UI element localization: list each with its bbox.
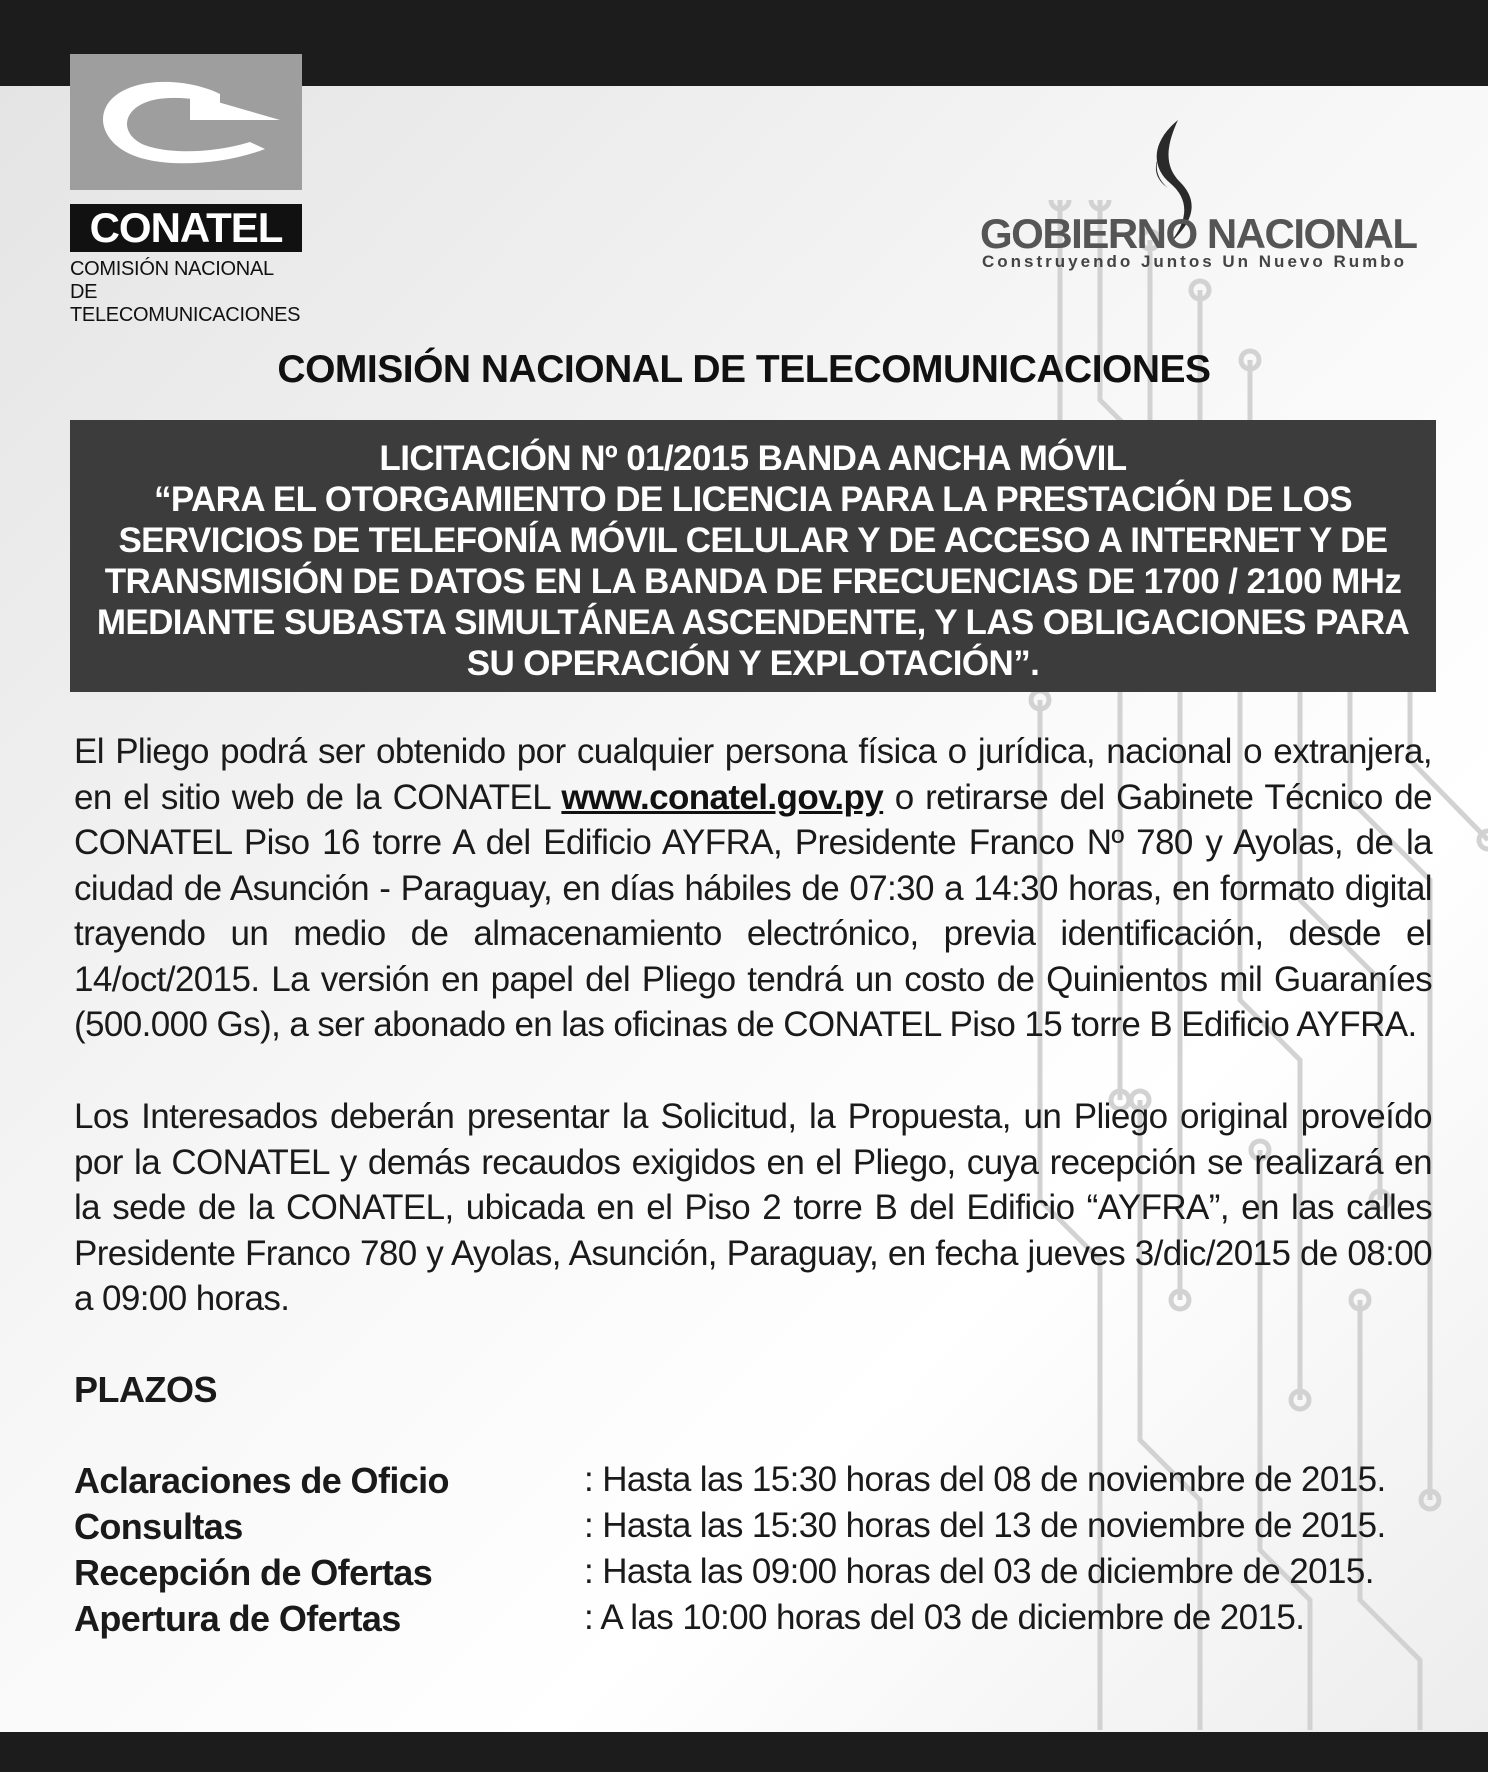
conatel-subtitle — [70, 258, 302, 327]
gobierno-tagline: Construyendo Juntos Un Nuevo Rumbo — [982, 252, 1407, 271]
plazo-label: Consultas — [74, 1506, 243, 1547]
paragraph-pliego-rest: o retirarse del Gabinete Técnico de CONATEL Piso 16 torre A del Edificio AYFRA, Presidente Franco Nº 780 y Ayolas, de la ciudad de Asunción - Paraguay, en días hábiles de 07:30 a 14:30 horas, en formato digital trayendo un medio de almacenamiento electrónico, previa identificación, desde el 14/oct/2015. La versión en papel del Pliego tendrá un costo de Quinientos mil Guaraníes (500.000 Gs), a ser abonado en las oficinas de CONATEL Piso 15 torre B Edificio AYFRA. — [74, 777, 1432, 1044]
plazo-row — [74, 1552, 1444, 1598]
bottom-bar — [0, 1732, 1488, 1772]
conatel-subtitle-line1: COMISIÓN NACIONAL DE — [70, 258, 274, 303]
plazo-row — [74, 1460, 1444, 1506]
plazos-list — [74, 1460, 1444, 1644]
page-title: COMISIÓN NACIONAL DE TELECOMUNICACIONES — [277, 348, 1211, 391]
paragraph-interesados: Los Interesados deberán presentar la Solicitud, la Propuesta, un Pliego original proveído por la CONATEL y demás recaudos exigidos en el Pliego, cuya recepción se realizará en la sede de la CONATEL, ubicada en el Piso 2 torre B del Edificio “AYFRA”, en las calles Presidente Franco 780 y Ayolas, Asunción, Paraguay, en fecha jueves 3/dic/2015 de 08:00 a 09:00 horas. — [74, 1097, 1432, 1318]
conatel-website-link[interactable]: www.conatel.gov.py — [561, 777, 884, 817]
title-line: SU OPERACIÓN Y EXPLOTACIÓN”. — [466, 644, 1040, 683]
title-line: LICITACIÓN Nº 01/2015 BANDA ANCHA MÓVIL — [379, 439, 1127, 478]
conatel-logo — [70, 54, 302, 327]
paragraph-pliego — [74, 729, 1432, 1048]
conatel-emblem-icon — [70, 54, 302, 190]
plazo-label: Aclaraciones de Oficio — [74, 1460, 449, 1501]
conatel-subtitle-line2: TELECOMUNICACIONES — [70, 304, 301, 326]
plazo-label: Recepción de Ofertas — [74, 1552, 433, 1593]
plazos-heading: PLAZOS — [74, 1369, 218, 1410]
gobierno-nacional-logo — [980, 118, 1445, 278]
plazo-value: : Hasta las 15:30 horas del 08 de noviembre de 2015. — [584, 1460, 1386, 1499]
paragraph-pliego-intro: El Pliego podrá ser obtenido por cualquier persona física o jurídica, nacional o extranjera, en el sitio web de la CONATEL — [74, 732, 1432, 817]
title-line: “PARA EL OTORGAMIENTO DE LICENCIA PARA LA PRESTACIÓN DE LOS — [153, 480, 1353, 519]
title-line: TRANSMISIÓN DE DATOS EN LA BANDA DE FRECUENCIAS DE 1700 / 2100 MHz — [104, 562, 1402, 601]
plazo-row — [74, 1598, 1444, 1644]
plazo-value: : A las 10:00 horas del 03 de diciembre de 2015. — [584, 1598, 1305, 1637]
licitacion-title-box — [70, 420, 1436, 692]
conatel-wordmark: CONATEL — [70, 204, 302, 252]
plazo-value: : Hasta las 09:00 horas del 03 de diciembre de 2015. — [584, 1552, 1374, 1591]
title-line: MEDIANTE SUBASTA SIMULTÁNEA ASCENDENTE, Y LAS OBLIGACIONES PARA — [96, 603, 1410, 642]
gobierno-name: GOBIERNO NACIONAL — [980, 210, 1417, 257]
plazo-row — [74, 1506, 1444, 1552]
plazo-value: : Hasta las 15:30 horas del 13 de noviembre de 2015. — [584, 1506, 1386, 1545]
title-line: SERVICIOS DE TELEFONÍA MÓVIL CELULAR Y DE ACCESO A INTERNET Y DE — [118, 521, 1388, 560]
plazo-label: Apertura de Ofertas — [74, 1598, 401, 1639]
